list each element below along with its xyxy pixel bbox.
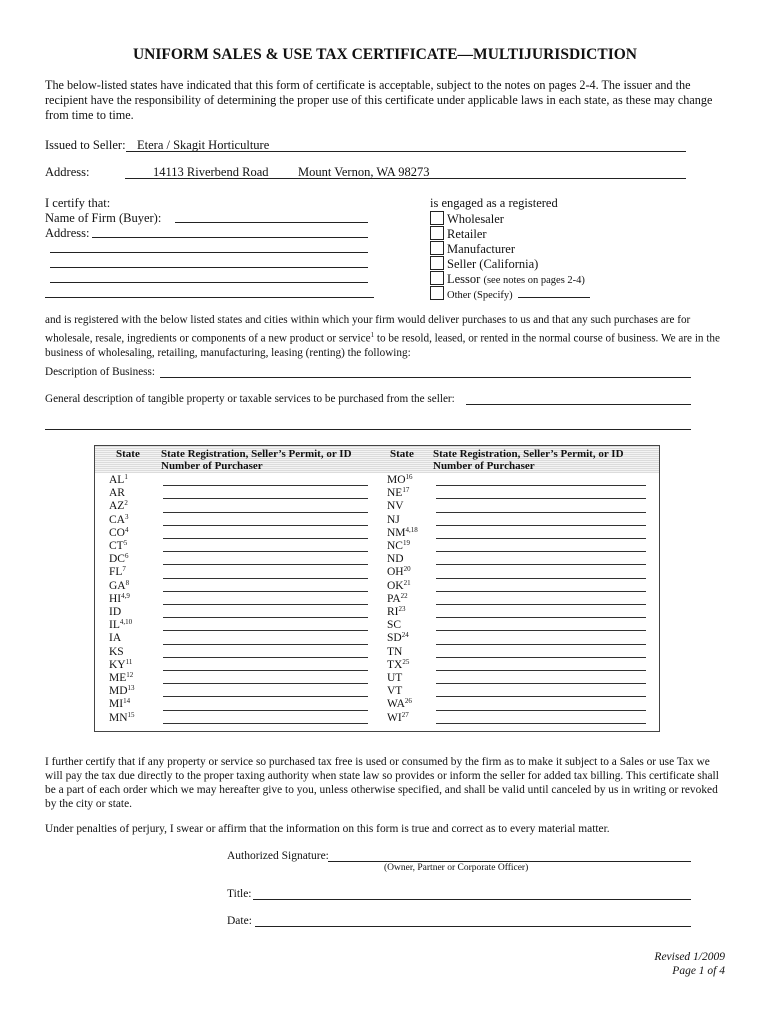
registration-number-field-mo[interactable]: [436, 485, 646, 486]
state-ct: $CT^5$: [109, 539, 128, 553]
registration-number-field-wa[interactable]: [436, 710, 646, 711]
lessor-checkbox[interactable]: [430, 271, 444, 285]
registration-number-field-ia[interactable]: [163, 644, 368, 645]
registration-number-field-vt[interactable]: [436, 696, 646, 697]
state-ks: KS: [109, 645, 124, 658]
registration-number-field-ok[interactable]: [436, 591, 646, 592]
registration-number-field-oh[interactable]: [436, 578, 646, 579]
manufacturer-checkbox[interactable]: [430, 241, 444, 255]
state-note-ref: 2: [124, 499, 128, 508]
wholesaler-checkbox[interactable]: [430, 211, 444, 225]
registration-number-field-nd[interactable]: [436, 564, 646, 565]
lessor-label: Lessor: [447, 272, 481, 286]
seller-california-label: Seller (California): [447, 257, 539, 271]
signature-label: Authorized Signature:: [227, 850, 329, 862]
state-column-header-right: State: [390, 448, 414, 460]
state-note-ref: 24: [401, 631, 409, 640]
state-hi: HI$^{4,9}$: [109, 591, 130, 605]
state-ga: $GA^8$: [109, 578, 130, 592]
engaged-heading: is engaged as a registered: [430, 196, 558, 210]
address-label: Address:: [45, 165, 90, 179]
intro-paragraph: The below-listed states have indicated that this form of certificate is acceptable, subject to the notes on pages 2-4. The issuer and the recipient have the responsibility of determining the proper use of this certificate under applicable laws in each state, as these may change from time to time.: [45, 78, 713, 122]
state-nm: NM$^{4,18}$: [387, 525, 418, 539]
registration-number-field-md[interactable]: [163, 696, 368, 697]
buyer-address-field-5[interactable]: [45, 297, 374, 298]
state-note-ref: 4,18: [405, 525, 418, 534]
registration-number-field-nj[interactable]: [436, 525, 646, 526]
registration-number-field-ga[interactable]: [163, 591, 368, 592]
state-note-ref: 20: [403, 565, 411, 574]
registration-number-field-pa[interactable]: [436, 604, 646, 605]
description-label: Description of Business:: [45, 366, 156, 378]
state-az: $AZ^2$: [109, 499, 128, 513]
option-lessor[interactable]: [430, 271, 585, 286]
registered-paragraph: and is registered with the below listed states and cities within which your firm would deliver purchases to us and that any such purchases are for wholesale, resale, ingredients or components of a new product or service$^1$ to be resold, leased, or rented in the normal course of business. We are in the business of wholesaling, retailing, manufacturing, leasing (renting) the following:: [45, 314, 720, 359]
perjury-statement: Under penalties of perjury, I swear or affirm that the information on this form is true and correct as to every material matter.: [45, 823, 610, 835]
state-note-ref: 14: [123, 697, 131, 706]
state-column-header-left: State: [116, 448, 140, 460]
state-note-ref: 23: [398, 605, 406, 614]
right-state-list: [387, 474, 418, 725]
registration-number-field-mn[interactable]: [163, 723, 368, 724]
state-note-ref: 5: [123, 539, 128, 548]
manufacturer-label: Manufacturer: [447, 242, 516, 256]
registration-number-field-ca[interactable]: [163, 525, 368, 526]
state-note-ref: 19: [402, 539, 410, 548]
state-registration-table: [94, 445, 660, 732]
other-label: Other (Specify): [447, 290, 513, 301]
retailer-checkbox[interactable]: [430, 226, 444, 240]
issued-to-label: Issued to Seller:: [45, 138, 126, 152]
state-oh: OH$^{20}$: [387, 565, 411, 579]
state-dc: $DC^6$: [109, 552, 129, 566]
option-retailer[interactable]: [430, 226, 487, 241]
state-note-ref: 11: [125, 657, 133, 666]
state-note-ref: 15: [127, 710, 135, 719]
registration-number-field-me[interactable]: [163, 683, 368, 684]
address-street[interactable]: 14113 Riverbend Road: [153, 165, 269, 179]
state-note-ref: 17: [402, 486, 410, 495]
registration-number-field-mi[interactable]: [163, 710, 368, 711]
state-nd: ND: [387, 553, 404, 566]
page-number: Page 1 of 4: [672, 965, 725, 977]
registration-number-field-nv[interactable]: [436, 512, 646, 513]
further-certify-paragraph: I further certify that if any property or service so purchased tax free is used or consumed by the firm as to make it subject to a Sales or use Tax we will pay the tax due directly to the proper taxing authority when state law so provides or inform the seller for added tax billing. This certificate shall be a part of each order which we may hereafter give to you, unless otherwise specified, and shall be valid until canceled by us in writing or revoked by the city or state.: [45, 756, 719, 810]
state-note-ref: 27: [401, 710, 409, 719]
state-nv: NV: [387, 500, 404, 513]
registration-number-field-tx[interactable]: [436, 670, 646, 671]
firm-name-label: Name of Firm (Buyer):: [45, 211, 162, 225]
state-note-ref: 13: [127, 684, 135, 693]
registration-number-field-fl[interactable]: [163, 578, 368, 579]
revised-date: Revised 1/2009: [654, 951, 725, 963]
state-pa: PA$^{22}$: [387, 591, 408, 605]
state-note-ref: 25: [402, 657, 410, 666]
state-tx: TX$^{25}$: [387, 657, 410, 671]
state-sd: SD$^{24}$: [387, 631, 409, 645]
general-description-label: General description of tangible property or taxable services to be purchased from the seller:: [45, 393, 455, 405]
registration-number-field-nm[interactable]: [436, 538, 646, 539]
retailer-label: Retailer: [447, 227, 487, 241]
state-ok: OK$^{21}$: [387, 578, 411, 592]
registration-number-field-ky[interactable]: [163, 670, 368, 671]
certify-heading: I certify that:: [45, 196, 111, 210]
registration-number-field-co[interactable]: [163, 538, 368, 539]
state-me: ME$^{12}$: [109, 671, 134, 685]
state-co: $CO^4$: [109, 525, 129, 539]
state-ut: UT: [387, 672, 403, 685]
state-nc: NC$^{19}$: [387, 539, 410, 553]
state-note-ref: 1: [124, 473, 128, 481]
wholesaler-label: Wholesaler: [447, 212, 504, 226]
registration-number-field-nc[interactable]: [436, 551, 646, 552]
state-sc: SC: [387, 619, 402, 632]
state-note-ref: 6: [124, 552, 129, 561]
address-city[interactable]: Mount Vernon, WA 98273: [298, 165, 430, 179]
issued-to-value[interactable]: Etera / Skagit Horticulture: [137, 138, 270, 152]
state-note-ref: 3: [124, 512, 129, 521]
state-fl: $FL^7$: [109, 565, 126, 579]
state-mn: MN$^{15}$: [109, 710, 135, 724]
date-label: Date:: [227, 915, 252, 927]
registration-column-header-left: State Registration, Seller’s Permit, or ID Number of Purchaser: [161, 448, 352, 472]
other-checkbox[interactable]: [430, 286, 444, 300]
option-manufacturer[interactable]: [430, 241, 515, 256]
state-note-ref: 21: [403, 578, 411, 587]
registration-number-field-hi[interactable]: [163, 604, 368, 605]
buyer-address-label: Address:: [45, 226, 90, 240]
title-field[interactable]: [253, 899, 691, 900]
state-ne: NE$^{17}$: [387, 486, 410, 500]
registration-number-field-al[interactable]: [163, 485, 368, 486]
firm-name-field[interactable]: [175, 222, 368, 223]
general-description-field-1[interactable]: [466, 404, 691, 405]
registration-number-field-ct[interactable]: [163, 551, 368, 552]
state-al: $AL^1$: [109, 473, 128, 486]
seller-california-checkbox[interactable]: [430, 256, 444, 270]
buyer-address-field-2[interactable]: [50, 252, 368, 253]
signature-subtitle: (Owner, Partner or Corporate Officer): [384, 863, 529, 873]
state-mi: MI$^{14}$: [109, 697, 131, 711]
registration-number-field-ks[interactable]: [163, 657, 368, 658]
state-il: IL$^{4,10}$: [109, 618, 133, 632]
state-wi: WI$^{27}$: [387, 710, 409, 724]
date-field[interactable]: [255, 926, 691, 927]
state-note-ref: 4: [124, 525, 129, 534]
registration-number-field-ut[interactable]: [436, 683, 646, 684]
state-ri: RI$^{23}$: [387, 605, 406, 619]
left-state-list: [109, 474, 135, 725]
state-ca: $CA^3$: [109, 512, 129, 526]
buyer-address-field-4[interactable]: [50, 282, 368, 283]
registration-number-field-sd[interactable]: [436, 644, 646, 645]
form-title: UNIFORM SALES & USE TAX CERTIFICATE—MULTIJURISDICTION: [132, 46, 637, 63]
registration-number-field-ar[interactable]: [163, 498, 368, 499]
option-seller-california[interactable]: [430, 256, 538, 271]
state-note-ref: 26: [404, 697, 412, 706]
state-note-ref: 7: [122, 565, 126, 574]
registration-column-header-right: State Registration, Seller’s Permit, or ID Number of Purchaser: [433, 448, 624, 472]
description-field[interactable]: [160, 377, 691, 378]
registration-number-field-dc[interactable]: [163, 564, 368, 565]
state-note-ref: 4,9: [121, 591, 130, 600]
state-nj: NJ: [387, 513, 400, 526]
state-wa: WA$^{26}$: [387, 697, 412, 711]
other-specify-field[interactable]: [518, 297, 590, 298]
state-tn: TN: [387, 645, 403, 658]
state-ia: IA: [109, 632, 122, 645]
registration-number-field-wi[interactable]: [436, 723, 646, 724]
buyer-address-field-3[interactable]: [50, 267, 368, 268]
registration-number-field-ri[interactable]: [436, 617, 646, 618]
title-label: Title:: [227, 888, 252, 900]
registration-number-field-tn[interactable]: [436, 657, 646, 658]
general-description-field-2[interactable]: [45, 429, 691, 430]
lessor-note: (see notes on pages 2-4): [483, 275, 585, 286]
state-md: MD$^{13}$: [109, 684, 135, 698]
buyer-address-field-1[interactable]: [92, 237, 368, 238]
state-note-ref: 16: [405, 473, 413, 481]
state-mo: MO$^{16}$: [387, 473, 413, 486]
state-note-ref: 12: [126, 671, 134, 680]
registration-number-field-sc[interactable]: [436, 630, 646, 631]
state-vt: VT: [387, 685, 403, 698]
registration-number-field-ne[interactable]: [436, 498, 646, 499]
state-id: ID: [109, 606, 122, 619]
state-note-ref: 22: [400, 591, 408, 600]
option-wholesaler[interactable]: [430, 211, 504, 226]
signature-field[interactable]: [328, 861, 691, 862]
state-ar: AR: [109, 487, 125, 500]
state-ky: KY$^{11}$: [109, 657, 133, 671]
state-note-ref: 8: [125, 578, 130, 587]
state-note-ref: 4,10: [119, 618, 133, 627]
option-other[interactable]: [430, 286, 513, 301]
registration-number-field-il[interactable]: [163, 630, 368, 631]
registration-number-field-id[interactable]: [163, 617, 368, 618]
registration-number-field-az[interactable]: [163, 512, 368, 513]
